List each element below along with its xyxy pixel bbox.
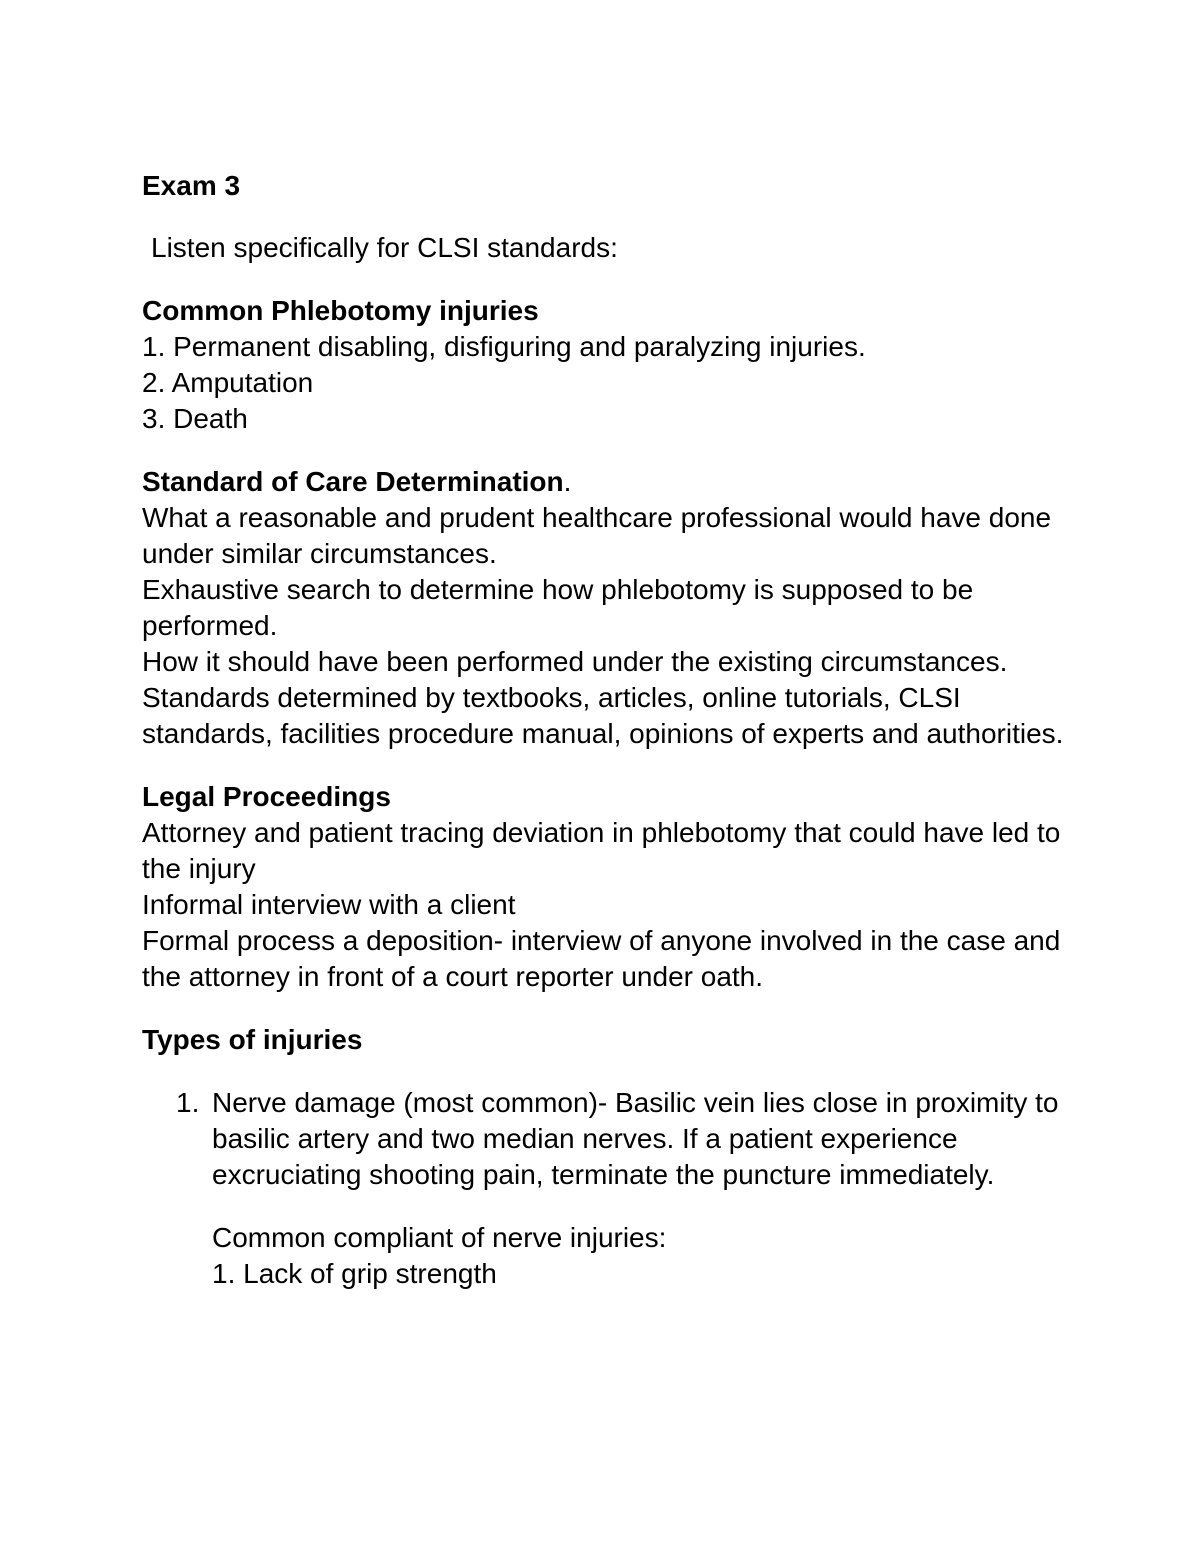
paragraph-line: Standards determined by textbooks, articles, online tutorials, CLSI standards, facilities procedure manual, opinions of experts and authorities. <box>142 682 1064 749</box>
list-item <box>176 1085 1072 1193</box>
list-item-text: Nerve damage (most common)- Basilic vein lies close in proximity to basilic artery and two median nerves. If a patient experience excruciating shooting pain, terminate the puncture immediately. <box>212 1087 1059 1190</box>
paragraph-line: Attorney and patient tracing deviation in phlebotomy that could have led to the injury <box>142 817 1061 884</box>
sub-heading: Common compliant of nerve injuries: <box>212 1222 667 1253</box>
paragraph-line: Formal process a deposition- interview of anyone involved in the case and the attorney in front of a court reporter under oath. <box>142 925 1061 992</box>
intro-text: Listen specifically for CLSI standards: <box>151 232 618 263</box>
list-number: 1. <box>176 1087 200 1118</box>
list-item: 2. Amputation <box>142 367 314 398</box>
section-heading-line <box>142 464 1072 500</box>
section-heading: Legal Proceedings <box>142 781 391 812</box>
paragraph-line: Informal interview with a client <box>142 889 516 920</box>
list-item: 1. Lack of grip strength <box>212 1258 497 1289</box>
section-heading: Types of injuries <box>142 1024 363 1055</box>
document-title: Exam 3 <box>142 170 241 201</box>
nerve-complaints <box>212 1220 1072 1292</box>
section-heading: Standard of Care Determination <box>142 466 564 497</box>
heading-suffix: . <box>563 466 572 497</box>
list-item: 1. Permanent disabling, disfiguring and paralyzing injuries. <box>142 331 866 362</box>
section-heading: Common Phlebotomy injuries <box>142 295 539 326</box>
paragraph-line: How it should have been performed under the existing circumstances. <box>142 646 1008 677</box>
paragraph-line: What a reasonable and prudent healthcare professional would have done under similar circumstances. <box>142 502 1052 569</box>
section-standard-of-care <box>142 464 1072 752</box>
section-types-of-injuries <box>142 1022 1072 1058</box>
section-legal-proceedings <box>142 779 1072 995</box>
list-item: 3. Death <box>142 403 248 434</box>
document-page <box>142 168 1072 1292</box>
injury-list <box>176 1085 1072 1193</box>
paragraph-line: Exhaustive search to determine how phlebotomy is supposed to be performed. <box>142 574 974 641</box>
section-common-injuries <box>142 293 1072 437</box>
